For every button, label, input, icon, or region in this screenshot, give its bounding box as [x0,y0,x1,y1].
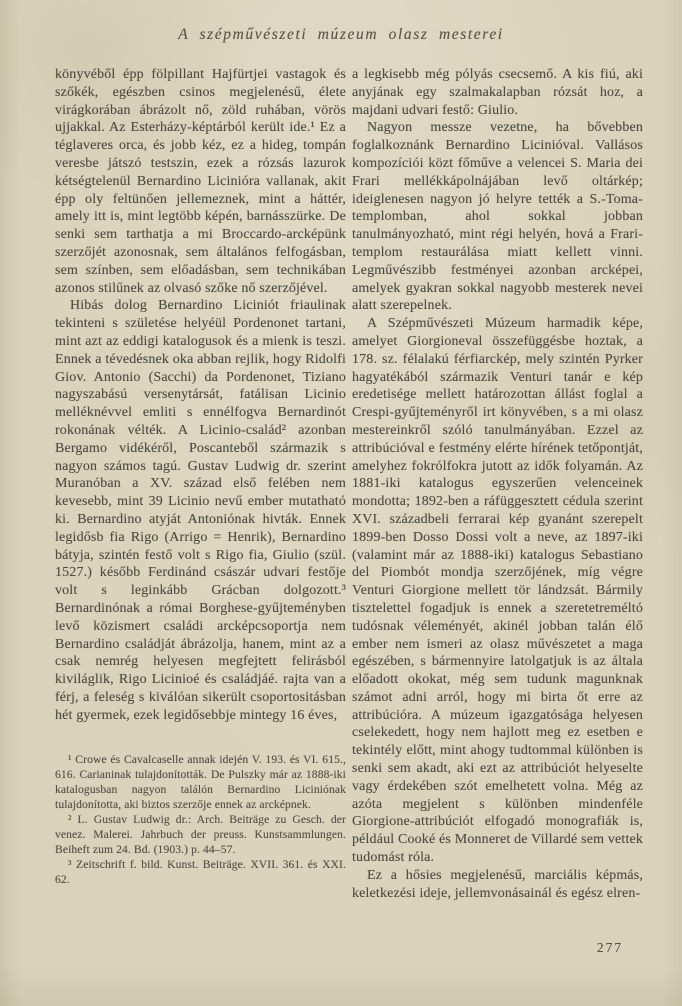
right-column [352,66,643,902]
body-paragraph: Ez a hősies megjelenésű, marciális képmás, keletkezési ideje, jellemvonásainál és egész elren- [352,867,643,901]
body-paragraph: A Szépművészeti Múzeum harmadik képe, amelyet Giorgioneval összefüggésbe hoztak, a 178. sz. félalakú férfiarckép, mely szintén Pyrker hagyatékából származik Venturi tanár e kép eredetisége mellett határozottan állást foglal a Crespi-gyűjteményről irt könyvében, s a mi olasz mestereinkről szóló tanulmányában. Ezzel az attribúcióval e festmény elérte hírének tetőpontját, amelyhez fokrólfokra jutott az idők folyamán. Az 1881-iki katalogus egyszerűen velenceinek mondotta; 1892-ben a ráfüggesztett cédula szerint XVI. századbeli ferrarai kép gyanánt szerepelt 1899-ben Dosso Dossi volt a neve, az 1897-iki (valamint már az 1888-iki) katalogus Sebastiano del Piombót mondja szerzőjének, míg végre Venturi Giorgione mellett tör lándzsát. Bármily tisztelettel fogadjuk is ennek a szeretetreméltó tudósnak véleményét, akinél jobban talán élő ember nem ismeri az olasz művészetet a maga egészében, s bármennyire latolgatjuk is az általa előadott okokat, még sem tudunk magunknak számot adni arról, hogy mi birta őt erre az attribúcióra. A múzeum igazgatósága helyesen cselekedett, hogy nem hajlott meg ez esetben e tekintély előtt, mint ahogy tudtommal különben is senki sem akadt, aki ezt az attribúciót helyeselte vagy érdekében szót emelhetett volna. Még az azóta megjelent s különben mindenféle Giorgione-attribúciót elfogadó monografiák is, például Cooké és Monneret de Villardé sem vettek tudomást róla. [352,316,643,866]
footnote: ² L. Gustav Ludwig dr.: Arch. Beiträge zu Gesch. der venez. Malerei. Jahrbuch der preuss. Kunstsammlungen. Beiheft zum 24. Bd. (1903.) p. 44–57. [55,813,346,856]
footnotes-block [55,753,346,887]
footnote: ³ Zeitschrift f. bild. Kunst. Beiträge. XVII. 361. és XXI. 62. [55,857,346,886]
footnote: ¹ Crowe és Cavalcaselle annak idején V. 193. és VI. 615., 616. Carianinak tulajdonították. De Pulszky már az 1888-iki katalogusban nagyon találón Bernardino Liciniónak tulajdonította, aki biztos szerzője ennek az arcképnek. [55,753,346,812]
running-head: A szépművészeti múzeum olasz mesterei [178,26,504,43]
body-paragraph: könyvéből épp fölpillant Hajfürtjei vastagok és szőkék, egészben csinos megjelenésű, élete virágkorában ábrázolt nő, zöld ruhában, vörös ujjakkal. Az Esterházy-képtárból került ide.¹ Ez a téglaveres orca, és jobb kéz, ez a hideg, tompán veresbe játszó testszin, ezek a rózsás lazurok kétségtelenül Bernardino Licinióra vallanak, akit épp oly feltünően jellemeznek, mint a háttér, amely itt is, mint legtöbb képén, barnásszürke. De senki sem tarthatja a mi Broccardo-arcképünk szerzőjét azonosnak, sem általános felfogásban, sem színben, sem előadásban, sem technikában azonos stilűnek az olvasó szőke nő szerzőjével. [55,67,346,296]
body-paragraph: Nagyon messze vezetne, ha bővebben foglalkoznánk Bernardino Licinióval. Vallásos kompozíciói közt főműve a velencei S. Maria dei Frari mellékkápolnájában levő oltárkép; ideiglenesen nagyon jó helyre tették a S.-Toma-templomban, ahol sokkal jobban tanulmányozható, mint régi helyén, hová a Frari-templom restaurálása miatt kellett vinni. Legművészibb festményei azonban arcképei, amelyek gyakran sokkal nagyobb mesterek nevei alatt szerepelnek. [352,120,643,314]
left-column [55,66,346,888]
body-paragraph: Hibás dolog Bernardino Liciniót friaulinak tekinteni s születése helyéül Pordenonet tartani, mint azt az eddigi katalogusok és a mienk is teszi. Ennek a tévedésnek oka abban rejlik, hogy Ridolfi Giov. Antonio (Sacchi) da Pordenonet, Tiziano nagyszabású versenytársát, fatálisan Licinio melléknévvel emliti s ennélfogva Bernardinót rokonának vélték. A Licinio-család² azonban Bergamo vidékéről, Poscanteből származik s nagyon számos tagú. Gustav Ludwig dr. szerint Muranóban a XV. század első felében nem kevesebb, mint 39 Licinio nevű ember mutatható ki. Bernardino atyját Antoniónak hivták. Ennek legidősb fia Rigo (Arrigo = Henrik), Bernardino bátyja, szintén festő volt s Rigo fia, Giulio (szül. 1527.) később Ferdinánd császár udvari festője volt s leginkább Grácban dolgozott.³ Bernardinónak a római Borghese-gyűjteményben levő közismert családi arcképcsoportja nem Bernardino családját ábrázolja, hanem, mint az a csak nemrég helyesen megfejtett felirásból kiviláglik, Rigo Licinioé és családjáé. rajta van a férj, a feleség s kiválóan sikerült csoportositásban hét gyermek, ezek legidősebbje mintegy 16 éves, [55,298,346,723]
page-number: 277 [596,940,624,955]
body-paragraph: a legkisebb még pólyás csecsemő. A kis fiú, aki anyjának egy szalmakalapban rózsát hoz, a majdani udvari festő: Giulio. [352,67,643,118]
